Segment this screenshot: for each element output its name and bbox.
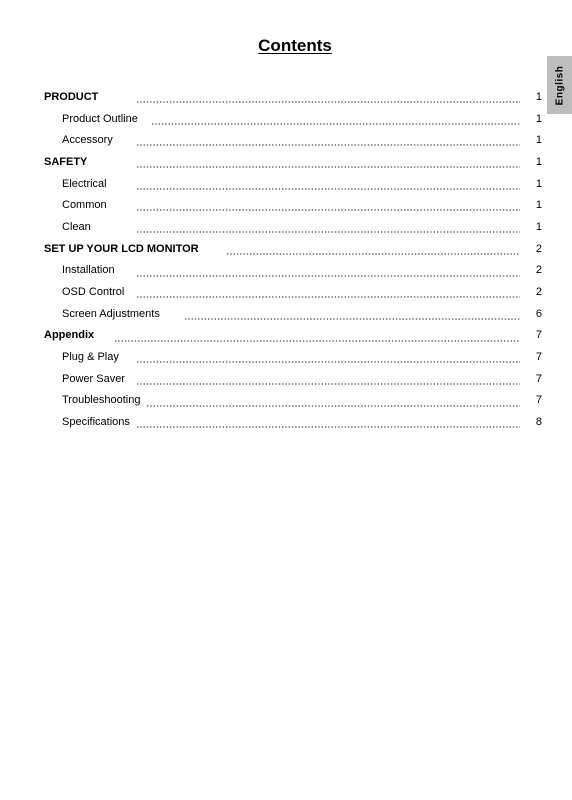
toc-entry-label: Power Saver — [62, 372, 125, 385]
toc-entry-page-number: 1 — [535, 220, 542, 233]
toc-entry-page-number: 7 — [535, 351, 542, 364]
toc-entry-page-number: 1 — [535, 134, 542, 147]
toc-entry[interactable] — [0, 281, 572, 303]
dot-leader — [136, 136, 520, 146]
toc-entry-page-number: 2 — [535, 264, 542, 277]
toc-entry-label: Electrical — [62, 177, 107, 190]
toc-entry-page-number: 1 — [535, 90, 542, 103]
toc-entry-label: Product Outline — [62, 112, 138, 125]
toc-entry[interactable] — [0, 368, 572, 390]
dot-leader — [151, 115, 520, 125]
page-title: Contents — [258, 36, 332, 55]
dot-leader — [226, 245, 520, 255]
dot-leader — [136, 93, 520, 103]
toc-entry-label: Appendix — [44, 329, 95, 342]
toc-entry[interactable] — [0, 129, 572, 151]
toc-entry-label: Troubleshooting — [62, 394, 141, 407]
dot-leader — [136, 180, 520, 190]
table-of-contents — [0, 86, 572, 433]
dot-leader — [136, 267, 520, 277]
toc-entry[interactable] — [0, 411, 572, 433]
toc-entry[interactable] — [0, 325, 572, 347]
toc-entry-page-number: 2 — [535, 242, 542, 255]
toc-entry-page-number: 6 — [535, 307, 542, 320]
toc-entry-label: Specifications — [62, 416, 130, 429]
toc-entry[interactable] — [0, 194, 572, 216]
toc-entry[interactable] — [0, 346, 572, 368]
toc-entry-label: SAFETY — [44, 155, 88, 168]
toc-entry-label: Clean — [62, 220, 91, 233]
toc-entry-page-number: 1 — [535, 112, 542, 125]
toc-entry[interactable] — [0, 151, 572, 173]
language-tab-label: English — [554, 65, 565, 105]
toc-entry[interactable] — [0, 86, 572, 108]
toc-entry-page-number: 8 — [535, 416, 542, 429]
toc-entry-page-number: 7 — [535, 394, 542, 407]
toc-entry-label: Installation — [62, 264, 115, 277]
dot-leader — [184, 310, 520, 320]
toc-entry-page-number: 1 — [535, 155, 542, 168]
dot-leader — [136, 223, 520, 233]
toc-entry[interactable] — [0, 173, 572, 195]
dot-leader — [136, 201, 520, 211]
toc-entry-page-number: 2 — [535, 286, 542, 299]
toc-entry-label: SET UP YOUR LCD MONITOR — [44, 242, 199, 255]
dot-leader — [136, 288, 520, 298]
toc-entry-page-number: 7 — [535, 329, 542, 342]
toc-entry[interactable] — [0, 303, 572, 325]
dot-leader — [146, 397, 520, 407]
toc-entry-label: Plug & Play — [62, 351, 119, 364]
toc-entry-page-number: 7 — [535, 372, 542, 385]
toc-entry[interactable] — [0, 216, 572, 238]
toc-entry[interactable] — [0, 238, 572, 260]
dot-leader — [136, 375, 520, 385]
dot-leader — [136, 418, 520, 428]
dot-leader — [114, 332, 520, 342]
toc-entry-label: Screen Adjustments — [62, 307, 160, 320]
toc-entry-page-number: 1 — [535, 177, 542, 190]
dot-leader — [136, 353, 520, 363]
toc-entry[interactable] — [0, 108, 572, 130]
toc-entry-label: Accessory — [62, 134, 113, 147]
toc-entry-label: Common — [62, 199, 107, 212]
toc-entry[interactable] — [0, 390, 572, 412]
toc-entry-page-number: 1 — [535, 199, 542, 212]
toc-entry-label: OSD Control — [62, 286, 125, 299]
toc-entry-label: PRODUCT — [44, 90, 99, 103]
dot-leader — [136, 158, 520, 168]
toc-entry[interactable] — [0, 260, 572, 282]
